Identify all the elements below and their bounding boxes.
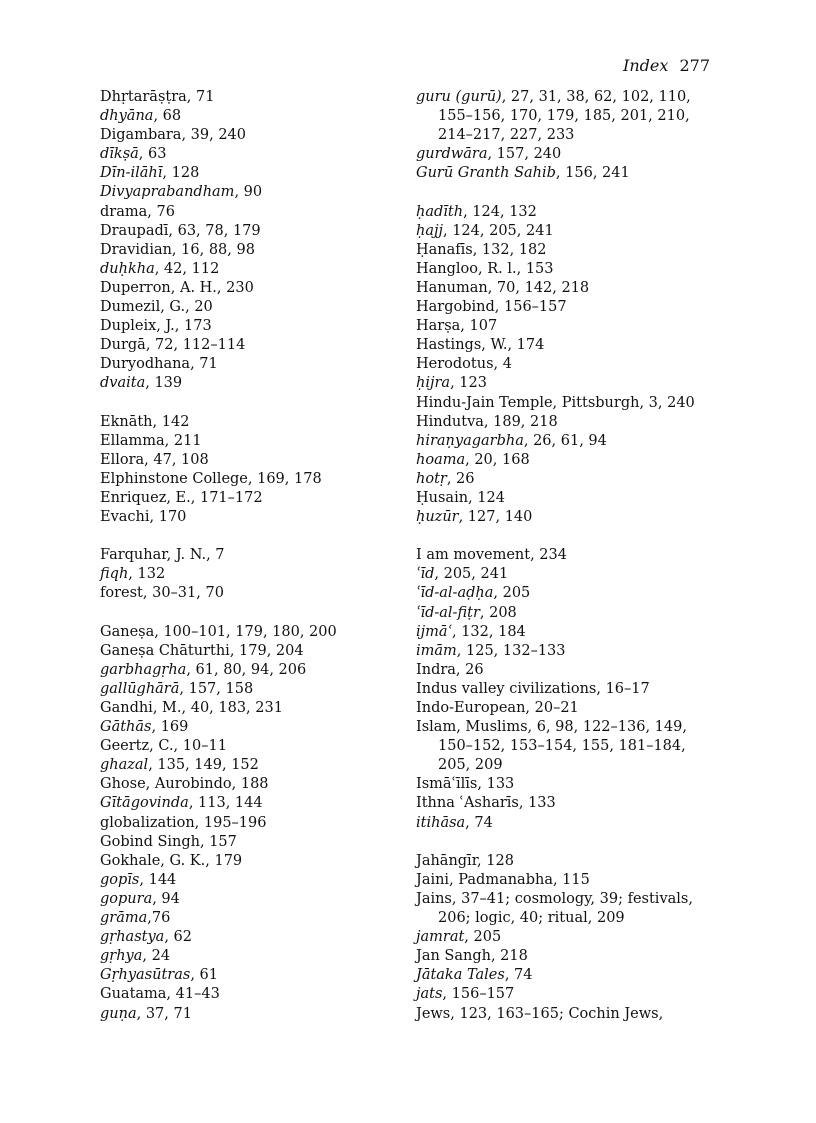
index-text: , 205, 241 (434, 566, 509, 583)
index-text: , 68 (153, 108, 182, 125)
index-text: Eknāth, 142 (100, 413, 190, 430)
index-text: , 128 (162, 165, 200, 182)
index-text: , 42, 112 (154, 260, 220, 277)
index-entry (100, 107, 415, 126)
index-term: jamrat (416, 929, 465, 946)
index-entry (100, 298, 415, 317)
index-text: Jains, 37–41; cosmology, 39; festivals, 206; logic, 40; ritual, 209 (416, 890, 693, 927)
letter-group-gap (416, 833, 716, 852)
index-text: Gobind Singh, 157 (100, 833, 237, 850)
index-column-left (100, 88, 415, 1024)
index-text: , 132, 184 (451, 623, 526, 640)
index-entry (416, 871, 716, 890)
index-text: Ellora, 47, 108 (100, 451, 209, 468)
index-text: Evachi, 170 (100, 509, 187, 526)
index-text: Hindu-Jain Temple, Pittsburgh, 3, 240 (416, 394, 695, 411)
index-term: dvaita (100, 375, 146, 392)
index-text: Ghose, Aurobindo, 188 (100, 776, 269, 793)
index-text: globalization, 195–196 (100, 814, 267, 831)
index-text: Indus valley civilizations, 16–17 (416, 680, 650, 697)
index-entry (416, 394, 716, 413)
index-text: Ismāʿīlīs, 133 (416, 776, 515, 793)
index-entry (416, 470, 716, 489)
index-term: Dīn-ilāhī (100, 165, 163, 182)
index-entry (100, 413, 415, 432)
index-entry (416, 565, 716, 584)
index-entry (416, 985, 716, 1004)
index-entry (100, 852, 415, 871)
letter-group-gap (416, 183, 716, 202)
index-entry (100, 890, 415, 909)
index-text: , 63 (138, 146, 167, 163)
index-text: Jan Sangh, 218 (416, 948, 528, 965)
index-entry (100, 164, 415, 183)
index-text: Herodotus, 4 (416, 356, 512, 373)
index-text: Dhṛtarāṣṭra, 71 (100, 89, 215, 105)
index-entry (100, 279, 415, 298)
index-text: Hanuman, 70, 142, 218 (416, 279, 590, 296)
index-entry (100, 317, 415, 336)
index-term: gallūghārā (100, 680, 180, 697)
index-text: Durgā, 72, 112–114 (100, 337, 246, 354)
index-text: Duryodhana, 71 (100, 356, 218, 373)
index-entry (416, 852, 716, 871)
index-text: Ḥanafīs, 132, 182 (416, 241, 547, 258)
index-text: , 205 (464, 929, 502, 946)
running-header-title: Index (623, 56, 669, 75)
index-term: dīkṣā (100, 146, 139, 163)
index-entry (416, 642, 716, 661)
index-entry (100, 145, 415, 164)
index-text: , 156, 241 (555, 165, 630, 182)
index-text: I am movement, 234 (416, 547, 567, 564)
index-text: Geertz, C., 10–11 (100, 738, 227, 755)
index-entry (416, 718, 716, 775)
index-text: forest, 30–31, 70 (100, 585, 224, 602)
index-text: Ithna ʿAsharīs, 133 (416, 795, 556, 812)
index-text: , 61 (190, 967, 218, 984)
index-entry (416, 164, 716, 183)
index-entry (100, 947, 415, 966)
index-entry (100, 451, 415, 470)
index-text: Dumezil, G., 20 (100, 299, 213, 316)
letter-group-gap (100, 527, 415, 546)
index-text: Enriquez, E., 171–172 (100, 489, 263, 506)
index-term: hoama (416, 451, 466, 468)
index-term: Gurū Granth Sahib (416, 165, 556, 182)
index-entry (416, 432, 716, 451)
index-term: gopīs (100, 871, 140, 888)
index-text: Harṣa, 107 (416, 318, 498, 335)
index-entry (100, 241, 415, 260)
index-text: , 205 (493, 585, 531, 602)
index-term: dhyāna (100, 108, 154, 125)
index-entry (100, 699, 415, 718)
index-entry (100, 718, 415, 737)
letter-group-gap (416, 527, 716, 546)
index-term: imām (416, 642, 457, 659)
index-term: guru (gurū) (416, 89, 502, 105)
index-entry (416, 661, 716, 680)
index-entry (100, 260, 415, 279)
index-text: , 127, 140 (458, 509, 533, 526)
index-entry (100, 183, 415, 202)
index-entry (416, 489, 716, 508)
page-number: 277 (679, 56, 710, 75)
index-text: Digambara, 39, 240 (100, 127, 247, 144)
index-entry (100, 432, 415, 451)
index-entry (416, 374, 716, 393)
index-entry (416, 88, 716, 145)
index-text: , 94 (152, 890, 180, 907)
index-entry (416, 222, 716, 241)
index-term: gopura (100, 890, 153, 907)
index-entry (416, 260, 716, 279)
index-term: ghazal (100, 757, 149, 774)
index-entry (100, 203, 415, 222)
index-term: ʿīd-al-fiṭr (416, 604, 480, 621)
index-entry (100, 680, 415, 699)
index-term: Divyaprabandham (100, 184, 235, 201)
index-term: Gītāgovinda (100, 795, 189, 812)
index-text: , 132 (128, 566, 166, 583)
index-entry (100, 833, 415, 852)
index-term: Gṛhyasūtras (100, 967, 191, 984)
index-entry (416, 298, 716, 317)
index-text: Ganeṣa, 100–101, 179, 180, 200 (100, 623, 337, 640)
index-text: , 156–157 (442, 986, 515, 1003)
index-entry (416, 241, 716, 260)
index-text: , 135, 149, 152 (148, 757, 259, 774)
index-term: fiqh (100, 566, 129, 583)
index-term: Gāthās (100, 719, 152, 736)
index-text: , 20, 168 (465, 451, 530, 468)
index-entry (100, 642, 415, 661)
index-entry (100, 737, 415, 756)
index-entry (416, 413, 716, 432)
index-text: Islam, Muslims, 6, 98, 122–136, 149, 150–152, 153–154, 155, 181–184, 205, 209 (416, 719, 687, 774)
index-entry (100, 126, 415, 145)
index-entry (416, 145, 716, 164)
index-text: Ḥusain, 124 (416, 489, 505, 506)
index-text: , 157, 158 (179, 680, 254, 697)
index-entry (416, 508, 716, 527)
index-text: , 24 (142, 948, 171, 965)
index-term: ḥadīth (416, 203, 464, 220)
index-entry (100, 489, 415, 508)
index-entry (416, 336, 716, 355)
index-text: , 125, 132–133 (456, 642, 566, 659)
index-entry (100, 336, 415, 355)
index-entry (100, 88, 415, 107)
index-text: Jews, 123, 163–165; Cochin Jews, (416, 1005, 664, 1022)
index-entry (416, 317, 716, 336)
running-header (623, 56, 710, 75)
index-entry (416, 279, 716, 298)
index-entry (100, 1005, 415, 1024)
index-entry (416, 623, 716, 642)
index-entry (416, 794, 716, 813)
index-entry (100, 966, 415, 985)
index-term: jats (416, 986, 443, 1003)
index-entry (416, 814, 716, 833)
index-text: Indo-European, 20–21 (416, 700, 579, 716)
index-text: , 62 (164, 929, 192, 946)
index-text: , 27, 31, 38, 62, 102, 110, 155–156, 170, 179, 185, 201, 210, 214–217, 227, 233 (438, 89, 691, 144)
index-term: ʿīd (416, 566, 435, 583)
index-term: hotṛ (416, 470, 447, 487)
index-entry (416, 604, 716, 623)
index-entry (100, 355, 415, 374)
index-entry (416, 680, 716, 699)
index-text: , 169 (151, 719, 189, 736)
index-text: drama, 76 (100, 203, 175, 220)
index-text: Hindutva, 189, 218 (416, 413, 558, 430)
index-text: Ellamma, 211 (100, 432, 202, 449)
index-text: Elphinstone College, 169, 178 (100, 470, 322, 487)
index-text: , 37, 71 (136, 1005, 192, 1022)
index-term: grāma (100, 910, 148, 927)
index-text: Gokhale, G. K., 179 (100, 852, 243, 869)
index-entry (100, 928, 415, 947)
index-entry (416, 699, 716, 718)
index-text: , 61, 80, 94, 206 (186, 661, 307, 678)
index-entry (100, 909, 415, 928)
index-text: , 26, 61, 94 (523, 432, 607, 449)
index-text: Hastings, W., 174 (416, 337, 545, 354)
index-entry (100, 756, 415, 775)
index-text: Dupleix, J., 173 (100, 318, 212, 335)
index-entry (100, 871, 415, 890)
index-entry (100, 814, 415, 833)
index-term: gṛhastya (100, 929, 165, 946)
index-term: ʿīd-al-aḍḥa (416, 585, 494, 602)
index-text: Ganeṣa Chāturthi, 179, 204 (100, 642, 304, 659)
index-text: , 74 (465, 814, 493, 831)
index-entry (100, 623, 415, 642)
index-entry (416, 203, 716, 222)
index-text: Jahāngīr, 128 (416, 852, 514, 869)
index-entry (416, 584, 716, 603)
index-entry (416, 928, 716, 947)
index-text: , 124, 205, 241 (442, 222, 554, 239)
index-text: Jaini, Padmanabha, 115 (416, 871, 590, 888)
index-text: Draupadī, 63, 78, 179 (100, 222, 261, 239)
index-text: , 144 (139, 871, 177, 888)
index-entry (100, 222, 415, 241)
index-text: Duperron, A. H., 230 (100, 279, 254, 296)
index-text: , 113, 144 (188, 795, 263, 812)
index-entry (416, 966, 716, 985)
index-text: , 123 (450, 375, 487, 392)
index-text: ,76 (147, 910, 171, 927)
index-term: gṛhya (100, 948, 143, 965)
index-entry (100, 508, 415, 527)
index-term: garbhagṛha (100, 661, 187, 678)
index-text: , 74 (504, 967, 533, 984)
index-entry (416, 775, 716, 794)
index-text: , 26 (446, 470, 475, 487)
index-entry (100, 661, 415, 680)
index-entry (416, 355, 716, 374)
index-term: ijmāʿ (416, 623, 452, 640)
index-term: ḥijra (416, 375, 451, 392)
index-text: , 90 (234, 184, 263, 201)
index-entry (100, 794, 415, 813)
index-text: , 139 (145, 375, 183, 392)
index-entry (416, 1005, 716, 1024)
index-entry (100, 546, 415, 565)
index-term: ḥajj (416, 222, 443, 239)
index-text: Hangloo, R. l., 153 (416, 260, 554, 277)
index-text: , 208 (479, 604, 517, 621)
index-entry (416, 546, 716, 565)
index-text: , 124, 132 (463, 203, 537, 220)
index-text: Dravidian, 16, 88, 98 (100, 241, 255, 258)
index-term: gurdwāra (416, 146, 488, 163)
index-text: Hargobind, 156–157 (416, 299, 567, 316)
index-entry (100, 470, 415, 489)
index-entry (100, 985, 415, 1004)
index-entry (100, 565, 415, 584)
letter-group-gap (100, 394, 415, 413)
index-text: Farquhar, J. N., 7 (100, 547, 225, 564)
index-text: Indra, 26 (416, 661, 484, 678)
index-entry (416, 451, 716, 470)
index-entry (100, 775, 415, 794)
index-entry (100, 584, 415, 603)
index-term: guṇa (100, 1005, 137, 1022)
index-term: hiraṇyagarbha (416, 432, 524, 449)
index-text: Gandhi, M., 40, 183, 231 (100, 700, 283, 716)
index-term: duḥkha (100, 260, 155, 277)
index-term: ḥuzūr (416, 509, 459, 526)
index-entry (416, 947, 716, 966)
index-text: , 157, 240 (487, 146, 562, 163)
index-term: itihāsa (416, 814, 466, 831)
index-column-right (416, 88, 716, 1024)
index-term: Jātaka Tales (416, 967, 505, 984)
index-entry (100, 374, 415, 393)
index-entry (416, 890, 716, 928)
letter-group-gap (100, 604, 415, 623)
index-text: Guatama, 41–43 (100, 986, 220, 1003)
